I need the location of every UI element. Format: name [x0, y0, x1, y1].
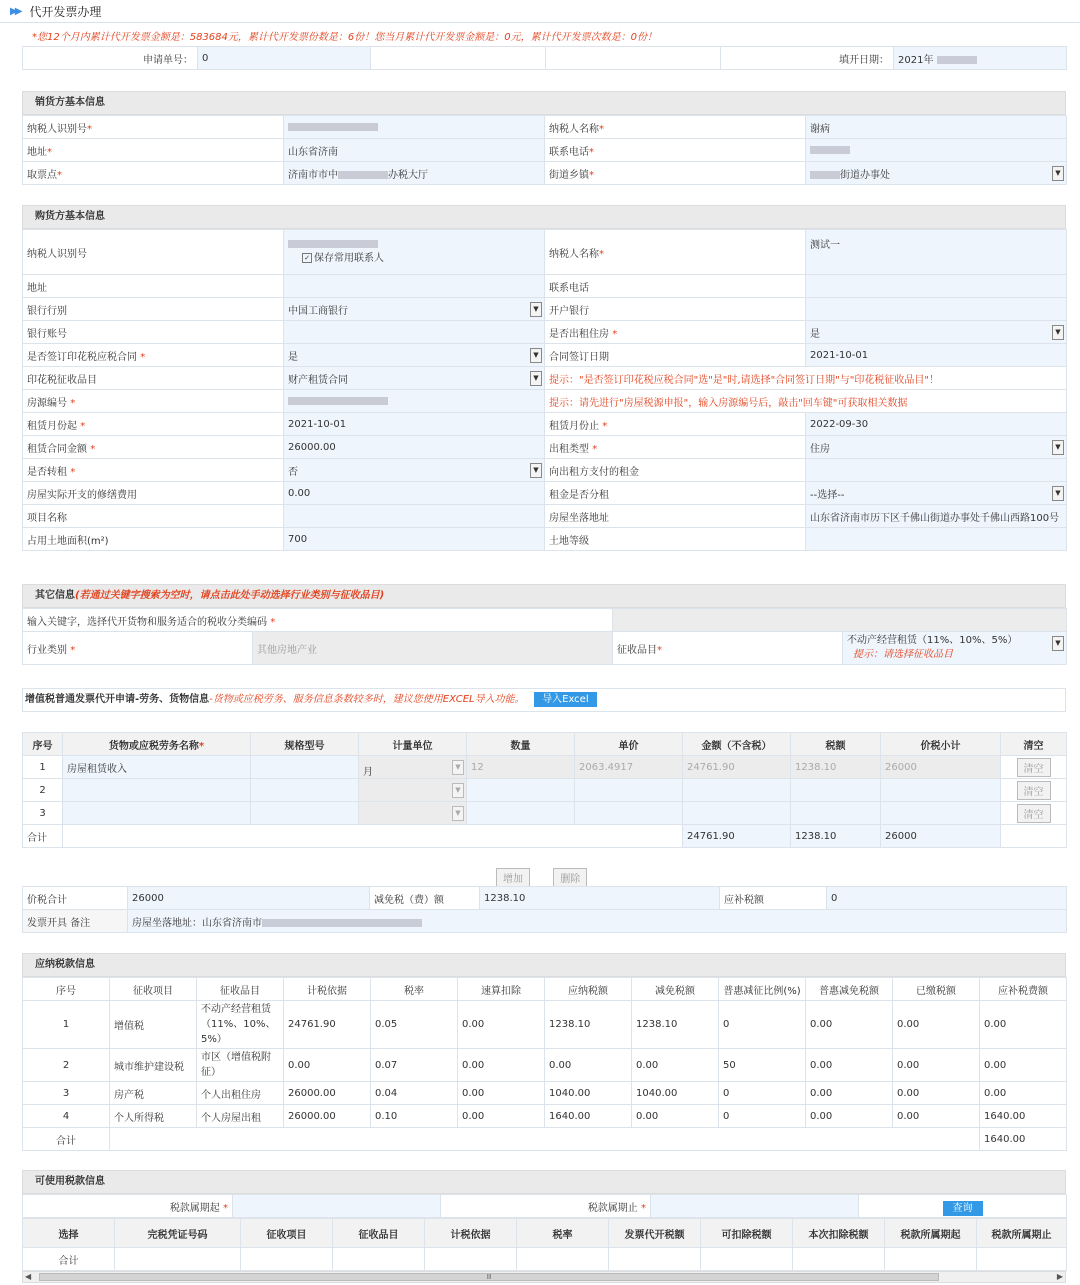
land-grade-field[interactable] [806, 528, 1067, 551]
due-field[interactable]: 0 [827, 887, 1067, 910]
item-label: 征收品目* [613, 632, 843, 665]
remark-field[interactable]: 房屋坐落地址：山东省济南市 [128, 910, 1067, 933]
total-input[interactable] [881, 779, 1001, 802]
stamp-item-select[interactable]: 财产租赁合同 ▼ [284, 367, 545, 390]
repair-label: 房屋实际开支的修缮费用 [23, 482, 284, 505]
amount-input[interactable] [683, 802, 791, 825]
table-row: 4 个人所得税 个人房屋出租 26000.00 0.10 0.00 1640.00 0.00 0 0.00 0.00 1640.00 [23, 1105, 1067, 1128]
total-input[interactable]: 26000 [881, 756, 1001, 779]
amount-input[interactable] [683, 779, 791, 802]
lease-end-label: 租赁月份止 * [545, 413, 806, 436]
delete-row-button[interactable]: 删除 [553, 868, 587, 887]
col-qty: 数量 [467, 733, 575, 756]
page-header [0, 0, 1080, 23]
seller-addr-label: 地址* [23, 139, 284, 162]
seller-name-field[interactable]: 谢病 [806, 116, 1067, 139]
seller-section-title: 销货方基本信息 [22, 91, 1066, 115]
amount-input[interactable]: 24761.90 [683, 756, 791, 779]
chevron-down-icon[interactable]: ▼ [452, 760, 464, 775]
scroll-right-icon[interactable]: ▶ [1056, 1272, 1063, 1281]
spec-input[interactable] [251, 756, 359, 779]
table-row: 1 增值税 不动产经营租赁（11%、10%、5%） 24761.90 0.05 0.00 1238.10 1238.10 0 0.00 0.00 0.00 [23, 1001, 1067, 1049]
seller-phone-label: 联系电话* [545, 139, 806, 162]
period-end-label: 税款属期止 * [441, 1195, 651, 1218]
stamp-contract-label: 是否签订印花税应税合同 * [23, 344, 284, 367]
street-label: 街道乡镇* [545, 162, 806, 185]
land-grade-label: 土地等级 [545, 528, 806, 551]
pickup-label: 取票点* [23, 162, 284, 185]
spec-input[interactable] [251, 779, 359, 802]
apply-no-label: 申请单号： [23, 47, 198, 70]
col-tax: 税额 [791, 733, 881, 756]
col-spec: 规格型号 [251, 733, 359, 756]
other-section-title[interactable]: 其它信息(若通过关键字搜索为空时，请点击此处手动选择行业类别与征收品目) [22, 584, 1066, 608]
period-start-label: 税款属期起 * [23, 1195, 233, 1218]
price-input[interactable] [575, 779, 683, 802]
rent-pay-field[interactable] [806, 459, 1067, 482]
chevron-down-icon[interactable]: ▼ [530, 463, 542, 478]
keyword-label: 输入关键字，选择代开货物和服务适合的税收分类编码 * [23, 609, 613, 632]
chevron-down-icon[interactable]: ▼ [1052, 440, 1064, 455]
goods-sum-row: 合计 24761.90 1238.10 26000 [23, 825, 1067, 848]
period-end-field[interactable] [651, 1195, 859, 1218]
spec-input[interactable] [251, 802, 359, 825]
qty-input[interactable] [467, 779, 575, 802]
seller-taxid-field[interactable] [284, 116, 545, 139]
buyer-phone-label: 联系电话 [545, 275, 806, 298]
lease-start-label: 租赁月份起 * [23, 413, 284, 436]
account-label: 银行账号 [23, 321, 284, 344]
contract-amount-label: 租赁合同金额 * [23, 436, 284, 459]
stamp-item-label: 印花税征收品目 [23, 367, 284, 390]
chevron-down-icon[interactable]: ▼ [530, 302, 542, 317]
installment-select[interactable]: --选择-- ▼ [806, 482, 1067, 505]
buyer-taxid-field[interactable] [284, 230, 545, 275]
query-button[interactable]: 查询 [943, 1201, 983, 1216]
project-field[interactable] [284, 505, 545, 528]
checkbox-checked-icon: ✓ [302, 253, 312, 263]
house-no-field[interactable] [284, 390, 545, 413]
col-amount: 金额（不含税） [683, 733, 791, 756]
seller-taxid-label: 纳税人识别号* [23, 116, 284, 139]
location-field[interactable]: 山东省济南市历下区千佛山街道办事处千佛山西路100号 [806, 505, 1067, 528]
page-title: 代开发票办理 [29, 4, 102, 19]
add-row-button[interactable]: 增加 [496, 868, 530, 887]
save-contact-checkbox[interactable]: ✓ 保存常用联系人 [288, 253, 384, 264]
buyer-taxid-label: 纳税人识别号 [23, 230, 284, 275]
chevron-down-icon[interactable]: ▼ [1052, 486, 1064, 501]
row-buttons [496, 868, 587, 887]
buyer-phone-field[interactable] [806, 275, 1067, 298]
clear-button[interactable]: 清空 [1017, 758, 1051, 777]
other-table [22, 608, 1067, 665]
qty-input[interactable] [467, 802, 575, 825]
chevron-down-icon[interactable]: ▼ [530, 371, 542, 386]
reduce-field[interactable]: 1238.10 [480, 887, 720, 910]
usable-query-table [22, 1194, 1067, 1218]
goods-title-bar: 增值税普通发票代开申请-劳务、货物信息-货物或应税劳务、服务信息条数较多时，建议您使用EXCEL导入功能。 导入Excel [22, 688, 1066, 712]
horizontal-scrollbar[interactable] [22, 1271, 1066, 1283]
taxinfo-table: 序号 征收项目 征收品目 计税依据 税率 速算扣除 应纳税额 减免税额 普惠减征比例(%) 普惠减免税额 已缴税额 应补税费额 1 增值税 不动产经营租赁（11%、10%、5%） 24761.90 0.05 0.00 1238.10 1238.10 0 0.00 0.00 0.00 2 城市维护建设税 市区（增值税附征） 0.00 0.07 0.00 0.00 0.00 50 0.00 0.00 0.00 3 房产税 个人出租住房 26000.00 0.04 0.00 1040.00 1040.00 0 0.00 0.00 0.00 4 个人所得税 个人房屋出租 26000.00 0.10 0.00 1640.00 0.00 0 0.00 0.00 1640.00 合计 1640.00 [22, 977, 1067, 1151]
lease-start-field[interactable]: 2021-10-01 [284, 413, 545, 436]
arrow-right-icon: ▶▶ [10, 5, 20, 17]
seller-phone-field[interactable] [806, 139, 1067, 162]
rent-type-select[interactable]: 住房 ▼ [806, 436, 1067, 459]
sublet-label: 是否转租 * [23, 459, 284, 482]
tax-input[interactable]: 1238.10 [791, 756, 881, 779]
buyer-name-field[interactable]: 测试一 [806, 230, 1067, 275]
street-select[interactable]: 街道办事处 ▼ [806, 162, 1067, 185]
sign-date-label: 合同签订日期 [545, 344, 806, 367]
goods-name-input[interactable] [63, 802, 251, 825]
chevron-down-icon[interactable]: ▼ [1052, 636, 1064, 651]
fill-date-label: 填开日期： [721, 47, 894, 70]
rent-house-select[interactable]: 是 ▼ [806, 321, 1067, 344]
apply-table [22, 46, 1067, 70]
goods-name-input[interactable]: 房屋租赁收入 [63, 756, 251, 779]
chevron-down-icon[interactable]: ▼ [530, 348, 542, 363]
usable-section-title: 可使用税款信息 [22, 1170, 1066, 1194]
table-row: 2 城市维护建设税 市区（增值税附征） 0.00 0.07 0.00 0.00 0.00 50 0.00 0.00 0.00 [23, 1049, 1067, 1082]
industry-label: 行业类别 * [23, 632, 253, 665]
clear-button[interactable]: 清空 [1017, 781, 1051, 800]
bank-type-label: 银行行别 [23, 298, 284, 321]
total-field[interactable]: 26000 [128, 887, 370, 910]
account-field[interactable] [284, 321, 545, 344]
price-input[interactable]: 2063.4917 [575, 756, 683, 779]
summary-table [22, 886, 1067, 933]
col-no: 序号 [23, 733, 63, 756]
unit-select[interactable] [359, 802, 467, 825]
taxinfo-section-title: 应纳税款信息 [22, 953, 1066, 977]
item-select[interactable]: 不动产经营租赁（11%、10%、5%） 提示：请选择征收品目 ▼ [843, 632, 1067, 665]
reduce-label: 减免税（费）额 [370, 887, 480, 910]
import-excel-button[interactable]: 导入Excel [534, 692, 597, 707]
price-input[interactable] [575, 802, 683, 825]
apply-no-field[interactable]: 0 [198, 47, 371, 70]
house-no-label: 房源编号 * [23, 390, 284, 413]
rent-house-label: 是否出租住房 * [545, 321, 806, 344]
bank-type-select[interactable]: 中国工商银行 ▼ [284, 298, 545, 321]
chevron-down-icon[interactable]: ▼ [452, 806, 464, 821]
buyer-table [22, 229, 1067, 551]
buyer-addr-field[interactable] [284, 275, 545, 298]
goods-table [22, 732, 1067, 848]
remark-label: 发票开具 备注 [23, 910, 128, 933]
seller-name-label: 纳税人名称* [545, 116, 806, 139]
location-label: 房屋坐落地址 [545, 505, 806, 528]
tax-input[interactable] [791, 779, 881, 802]
notice-text: *您12个月内累计代开发票金额是：583684元，累计代开发票份数是：6份！您当月累计代开发票金额是：0元，累计代开发票次数是：0份！ [32, 32, 657, 43]
rent-type-label: 出租类型 * [545, 436, 806, 459]
col-total: 价税小计 [881, 733, 1001, 756]
clear-button[interactable]: 清空 [1017, 804, 1051, 823]
unit-select[interactable]: 月 ▼ [359, 756, 467, 779]
bank-field[interactable] [806, 298, 1067, 321]
table-row: 3 ▼ 清空 [23, 802, 1067, 825]
sign-date-field[interactable]: 2021-10-01 [806, 344, 1067, 367]
industry-field[interactable]: 其他房地产业 [253, 632, 613, 665]
rent-pay-label: 向出租方支付的租金 [545, 459, 806, 482]
unit-select[interactable] [359, 779, 467, 802]
land-area-field[interactable]: 700 [284, 528, 545, 551]
qty-input[interactable]: 12 [467, 756, 575, 779]
scrollbar-thumb[interactable]: Ⅲ [39, 1273, 939, 1281]
col-unit: 计量单位 [359, 733, 467, 756]
fill-date-field[interactable]: 2021年 [894, 47, 1067, 70]
stamp-contract-select[interactable]: 是 ▼ [284, 344, 545, 367]
repair-field[interactable]: 0.00 [284, 482, 545, 505]
stamp-tip: 提示："是否签订印花税应税合同"选"是"时,请选择"合同签订日期"与"印花税征收品目"！ [545, 367, 1067, 390]
installment-label: 租金是否分租 [545, 482, 806, 505]
taxinfo-sum-row: 合计 1640.00 [23, 1128, 1067, 1151]
buyer-name-label: 纳税人名称* [545, 230, 806, 275]
chevron-down-icon[interactable]: ▼ [1052, 166, 1064, 181]
pickup-field[interactable]: 济南市市中 办税大厅 [284, 162, 545, 185]
table-row: 1 房屋租赁收入 月 ▼ 12 2063.4917 24761.90 1238.10 26000 清空 [23, 756, 1067, 779]
table-row: 2 ▼ 清空 [23, 779, 1067, 802]
due-label: 应补税额 [720, 887, 827, 910]
usable-table: 选择 完税凭证号码 征收项目 征收品目 计税依据 税率 发票代开税额 可扣除税额 本次扣除税额 税款所属期起 税款所属期止 合计 [22, 1218, 1067, 1271]
lease-end-field[interactable]: 2022-09-30 [806, 413, 1067, 436]
land-area-label: 占用土地面积(m²) [23, 528, 284, 551]
period-start-field[interactable] [233, 1195, 441, 1218]
buyer-section-title: 购货方基本信息 [22, 205, 1066, 229]
seller-table [22, 115, 1067, 185]
keyword-input[interactable] [613, 609, 1067, 632]
bank-label: 开户银行 [545, 298, 806, 321]
chevron-down-icon[interactable]: ▼ [1052, 325, 1064, 340]
tax-input[interactable] [791, 802, 881, 825]
col-name: 货物或应税劳务名称* [63, 733, 251, 756]
total-label: 价税合计 [23, 887, 128, 910]
goods-name-input[interactable] [63, 779, 251, 802]
seller-addr-field[interactable]: 山东省济南 [284, 139, 545, 162]
contract-amount-field[interactable]: 26000.00 [284, 436, 545, 459]
col-price: 单价 [575, 733, 683, 756]
scroll-left-icon[interactable]: ◀ [25, 1272, 32, 1281]
sublet-select[interactable]: 否 ▼ [284, 459, 545, 482]
buyer-addr-label: 地址 [23, 275, 284, 298]
project-label: 项目名称 [23, 505, 284, 528]
table-row: 3 房产税 个人出租住房 26000.00 0.04 0.00 1040.00 1040.00 0 0.00 0.00 0.00 [23, 1082, 1067, 1105]
chevron-down-icon[interactable]: ▼ [452, 783, 464, 798]
total-input[interactable] [881, 802, 1001, 825]
col-clear: 清空 [1001, 733, 1067, 756]
house-tip: 提示：请先进行"房屋税源申报"，输入房源编号后，敲击"回车键"可获取相关数据 [545, 390, 1067, 413]
